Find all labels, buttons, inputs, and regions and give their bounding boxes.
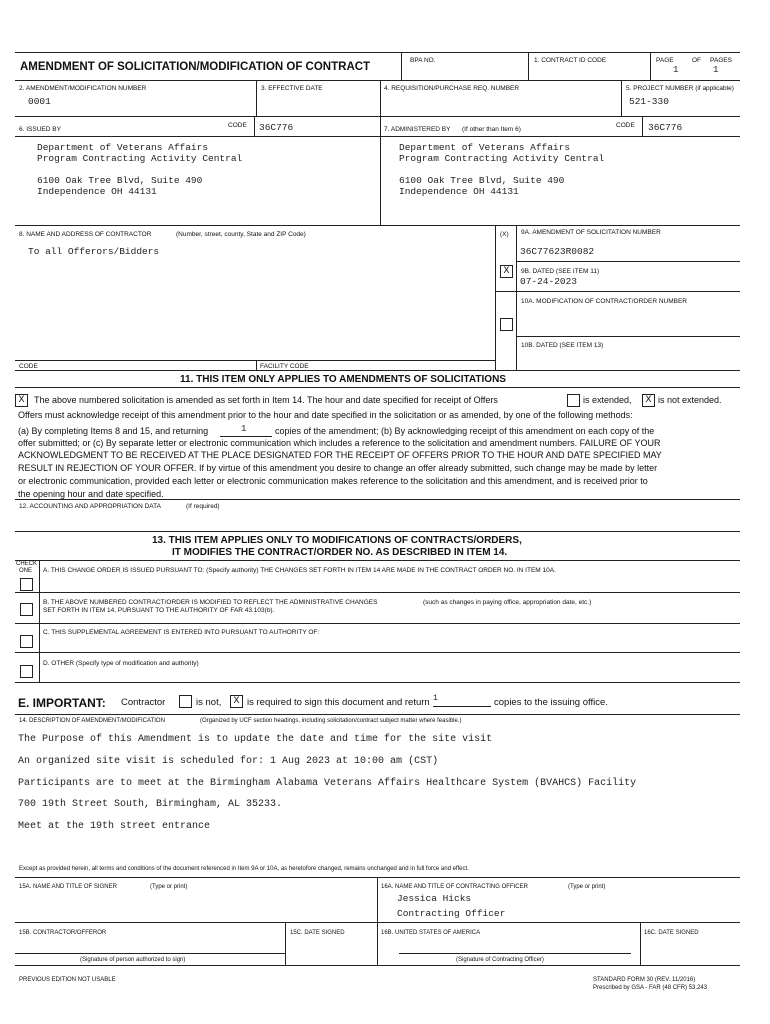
page-number: 1 [673, 65, 679, 75]
item16a-label: 16A. NAME AND TITLE OF CONTRACTING OFFICER [381, 884, 528, 890]
item13b-text: SET FORTH IN ITEM 14, PURSUANT TO THE AUTHORITY OF FAR 43.103(b). [43, 607, 275, 614]
project-number: 521-330 [629, 96, 669, 107]
important-label: E. IMPORTANT: [18, 696, 106, 710]
item3-label: 3. EFFECTIVE DATE [261, 85, 323, 92]
admin-line4: Independence OH 44131 [399, 186, 519, 197]
signature-line[interactable] [15, 953, 285, 954]
item13d-text: D. OTHER (Specify type of modification and authority) [43, 660, 199, 667]
x-column-label: (X) [500, 231, 509, 238]
required-text: is required to sign this document and return [247, 697, 430, 708]
divider [650, 52, 651, 80]
divider [380, 136, 740, 137]
divider [15, 499, 740, 500]
item15a-label: 15A. NAME AND TITLE OF SIGNER [19, 884, 117, 890]
pages-label: PAGES [710, 57, 732, 64]
is-extended-checkbox[interactable] [567, 394, 580, 407]
item15a-sub: (Type or print) [150, 884, 188, 890]
item10b-label: 10B. DATED (SEE ITEM 13) [521, 342, 604, 349]
item16b-label: 16B. UNITED STATES OF AMERICA [381, 930, 481, 936]
pages-total: 1 [713, 65, 719, 75]
contractor-label: Contractor [121, 697, 166, 708]
divider [15, 225, 740, 226]
divider [15, 116, 740, 117]
issued-by-code: 36C776 [259, 122, 294, 133]
item16a-sub: (Type or print) [568, 884, 606, 890]
divider [254, 116, 255, 136]
item13b-text: B. THE ABOVE NUMBERED CONTRACT/ORDER IS MODIFIED TO REFLECT THE ADMINISTRATIVE CHANGES [43, 599, 378, 606]
item14-sub: (Organized by UCF section headings, including solicitation/contract subject matter where feasible.) [200, 718, 462, 724]
item2-label: 2. AMENDMENT/MODIFICATION NUMBER [19, 85, 147, 92]
item15c-label: 15C. DATE SIGNED [290, 930, 345, 936]
item11-line5: ACKNOWLEDGMENT TO BE RECEIVED AT THE PLACE DESIGNATED FOR THE RECEIPT OF OFFERS PRIOR TO THE HOUR AND DATE SPECIFIED MAY [18, 450, 662, 460]
item7-label: 7. ADMINISTERED BY [384, 126, 451, 133]
item15b-label: 15B. CONTRACTOR/OFFEROR [19, 930, 107, 936]
divider [15, 387, 740, 388]
item9a-label: 9A. AMENDMENT OF SOLICITATION NUMBER [521, 229, 661, 236]
check-one-label: ONE [19, 568, 33, 574]
issuer-line2: Program Contracting Activity Central [37, 153, 243, 164]
item8-sub: (Number, street, county, State and ZIP Code) [176, 231, 306, 238]
divider [516, 225, 517, 370]
item11-line6: RESULT IN REJECTION OF YOUR OFFER. If by virtue of this amendment you desire to change an offer already submitted, such change may be made by letter [18, 463, 658, 473]
is-not-label: is not, [196, 697, 222, 708]
admin-line3: 6100 Oak Tree Blvd, Suite 490 [399, 175, 565, 186]
copies-underline [220, 436, 272, 437]
admin-line1: Department of Veterans Affairs [399, 142, 571, 153]
item9-checkbox[interactable]: X [500, 265, 513, 278]
divider [256, 80, 257, 116]
divider [642, 116, 643, 136]
item14-label: 14. DESCRIPTION OF AMENDMENT/MODIFICATION [19, 718, 165, 724]
code-label: CODE [616, 122, 635, 129]
item11-amended-checkbox[interactable]: X [15, 394, 28, 407]
item11-line3b: copies of the amendment; (b) By acknowledging receipt of this amendment on each copy of the [275, 426, 655, 436]
is-not-checkbox[interactable] [179, 695, 192, 708]
item10-checkbox[interactable] [500, 318, 513, 331]
signature-officer-label: (Signature of Contracting Officer) [456, 957, 544, 963]
divider [377, 877, 378, 965]
divider [516, 261, 740, 262]
item7-sub: (If other than Item 6) [462, 126, 521, 133]
divider [15, 592, 740, 593]
except-text: Except as provided herein, all terms and conditions of the document referenced in Item 9A or 10A, as heretofore changed, remains unchanged and in full force and effect. [19, 866, 469, 872]
description-line: Participants are to meet at the Birmingham Alabama Veterans Affairs Healthcare System (BVAHCS) Facility [18, 778, 637, 789]
issuer-line3: 6100 Oak Tree Blvd, Suite 490 [37, 175, 203, 186]
divider [15, 80, 740, 81]
divider [380, 80, 381, 225]
form-title: AMENDMENT OF SOLICITATION/MODIFICATION OF CONTRACT [20, 61, 371, 73]
bpa-label: BPA NO. [410, 57, 436, 64]
item13b-note: (such as changes in paying office, appropriation date, etc.) [423, 599, 592, 606]
return-copies-count: 1 [433, 694, 438, 703]
item5-label: 5. PROJECT NUMBER (if applicable) [626, 85, 734, 92]
divider [15, 682, 740, 683]
item6-label: 6. ISSUED BY [19, 126, 61, 133]
item12-label: 12. ACCOUNTING AND APPROPRIATION DATA [19, 503, 161, 510]
issuer-line4: Independence OH 44131 [37, 186, 157, 197]
divider [285, 922, 286, 965]
facility-code-label: FACILITY CODE [260, 363, 309, 370]
standard-form-label: STANDARD FORM 30 (REV. 11/2016) [593, 977, 696, 983]
copies-text: copies to the issuing office. [494, 697, 608, 708]
divider [39, 560, 40, 682]
divider [528, 52, 529, 80]
contract-id-label: 1. CONTRACT ID CODE [534, 57, 607, 64]
item13-title-line2: IT MODIFIES THE CONTRACT/ORDER NO. AS DESCRIBED IN ITEM 14. [172, 547, 508, 558]
is-required-checkbox[interactable]: X [230, 695, 243, 708]
not-extended-label: is not extended. [658, 395, 722, 405]
form-border-bottom [15, 965, 740, 966]
item11-line2: Offers must acknowledge receipt of this amendment prior to the hour and date specified in the solicitation or as amended, by one of the following methods: [18, 410, 633, 420]
divider [15, 652, 740, 653]
issuer-line1: Department of Veterans Affairs [37, 142, 209, 153]
signature-person-label: (Signature of person authorized to sign) [80, 957, 186, 963]
admin-line2: Program Contracting Activity Central [399, 153, 605, 164]
administered-by-code: 36C776 [648, 122, 683, 133]
code-label: CODE [228, 122, 247, 129]
item11-title: 11. THIS ITEM ONLY APPLIES TO AMENDMENTS OF SOLICITATIONS [180, 374, 506, 385]
is-extended-label: is extended, [583, 395, 632, 405]
code-row-label: CODE [19, 363, 38, 370]
item11-line4: offer submitted; or (c) By separate letter or electronic communication which includes a reference to the solicitation and amendment numbers. FAILURE OF YOUR [18, 438, 661, 448]
item10a-label: 10A. MODIFICATION OF CONTRACT/ORDER NUMBER [521, 298, 687, 305]
divider [15, 560, 740, 561]
divider [401, 52, 402, 80]
check-one-label: CHECK [16, 561, 38, 567]
divider [15, 370, 740, 371]
copies-count: 1 [241, 424, 247, 434]
divider [621, 80, 622, 116]
item13a-text: A. THIS CHANGE ORDER IS ISSUED PURSUANT TO: (Specify authority) THE CHANGES SET FORTH IN ITEM 14 ARE MADE IN THE CONTRACT ORDER NO. IN ITEM 10A. [43, 567, 556, 574]
description-line: Meet at the 19th street entrance [18, 821, 211, 832]
item11-line8: the opening hour and date specified. [18, 489, 164, 499]
divider [640, 922, 641, 965]
item13b-checkbox[interactable] [20, 603, 33, 616]
item16c-label: 16C. DATE SIGNED [644, 930, 699, 936]
divider [15, 714, 740, 715]
divider [495, 225, 496, 370]
divider [516, 336, 740, 337]
item12-sub: (If required) [186, 503, 220, 510]
item11-line3a: (a) By completing Items 8 and 15, and returning [18, 426, 209, 436]
divider [495, 291, 740, 292]
item9b-label: 9B. DATED (SEE ITEM 11) [521, 268, 600, 275]
amendment-number: 0001 [28, 96, 51, 107]
officer-title: Contracting Officer [397, 908, 506, 919]
divider [15, 922, 740, 923]
item11-line7: or electronic communication, provided each letter or electronic communication makes reference to the solicitation and this amendment, and is received prior to [18, 476, 648, 486]
divider [15, 531, 740, 532]
of-label: OF [692, 57, 702, 64]
divider [15, 623, 740, 624]
solicitation-date: 07-24-2023 [520, 276, 578, 287]
item13c-checkbox[interactable] [20, 635, 33, 648]
contractor-name: To all Offerors/Bidders [28, 246, 160, 257]
description-line: The Purpose of this Amendment is to update the date and time for the site visit [18, 734, 493, 745]
item13a-checkbox[interactable] [20, 578, 33, 591]
item8-label: 8. NAME AND ADDRESS OF CONTRACTOR [19, 231, 152, 238]
not-extended-checkbox[interactable]: X [642, 394, 655, 407]
prescribed-label: Prescribed by GSA - FAR (48 CFR) 53.243 [593, 985, 708, 991]
item13-title-line1: 13. THIS ITEM APPLIES ONLY TO MODIFICATIONS OF CONTRACTS/ORDERS, [152, 535, 522, 546]
item13d-checkbox[interactable] [20, 665, 33, 678]
form-border-top [15, 52, 740, 53]
return-copies-underline [433, 706, 491, 707]
previous-edition-note: PREVIOUS EDITION NOT USABLE [19, 977, 116, 983]
item13c-text: C. THIS SUPPLEMENTAL AGREEMENT IS ENTERED INTO PURSUANT TO AUTHORITY OF: [43, 629, 320, 636]
item11-line1: The above numbered solicitation is amended as set forth in Item 14. The hour and date specified for receipt of Offers [34, 395, 498, 405]
officer-signature-line[interactable] [399, 953, 631, 954]
description-line: 700 19th Street South, Birmingham, AL 35233. [18, 799, 283, 810]
divider [15, 136, 380, 137]
item4-label: 4. REQUISITION/PURCHASE REQ. NUMBER [384, 85, 520, 92]
description-line: An organized site visit is scheduled for: 1 Aug 2023 at 10:00 am (CST) [18, 756, 439, 767]
solicitation-number: 36C77623R0082 [520, 246, 595, 257]
page-label: PAGE [656, 57, 674, 64]
officer-name: Jessica Hicks [397, 893, 472, 904]
